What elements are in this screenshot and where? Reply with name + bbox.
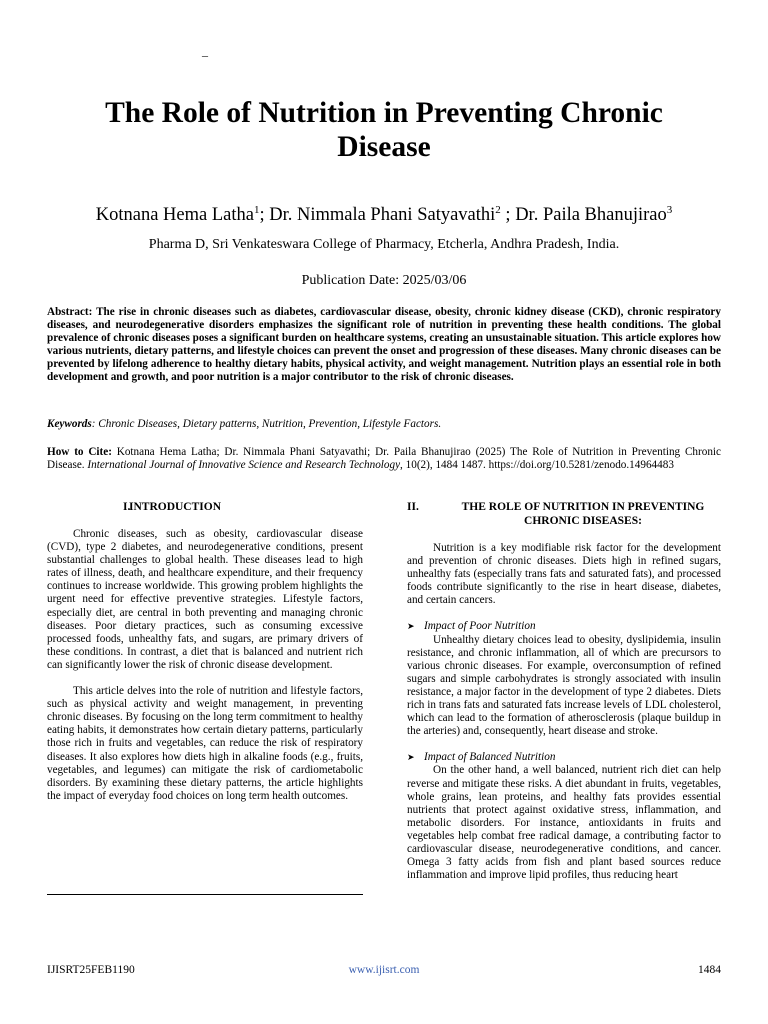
footer-page-number: 1484 — [698, 964, 721, 976]
section-heading-nutrition — [407, 500, 721, 528]
subsection-title: Impact of Balanced Nutrition — [424, 751, 556, 764]
author-name: Dr. Nimmala Phani Satyavathi — [269, 205, 496, 225]
paragraph: On the other hand, a well balanced, nutrient rich diet can help reverse and mitigate these risks. A diet abundant in fruits, vegetables, whole grains, lean proteins, and healthy fats provides essential nutrients that protect against oxidative stress, inflammation, and metabolic disorders. For instance, antioxidants in fruits and vegetables help combat free radical damage, a contributing factor to cardiovascular disease, neurodegenerative conditions, and cancer. Omega 3 fatty acids from fish and plant based sources reduce inflammation and improve lipid profiles, thus reducing heart — [407, 764, 721, 882]
header-mark: _ — [202, 44, 208, 58]
author-list — [40, 198, 728, 227]
author-separator: ; — [259, 205, 270, 225]
section-title: THE ROLE OF NUTRITION IN PREVENTING CHRONIC DISEASES: — [461, 501, 705, 527]
affiliation: Pharma D, Sri Venkateswara College of Pharmacy, Etcherla, Andhra Pradesh, India. — [148, 237, 620, 252]
publication-date: Publication Date: 2025/03/06 — [301, 273, 467, 288]
author-name: Kotnana Hema Latha — [95, 205, 254, 225]
paragraph: Chronic diseases, such as obesity, cardiovascular disease (CVD), type 2 diabetes, and neurodegenerative conditions, present substantial challenges to global health. These diseases lead to high rates of illness, death, and healthcare expenditure, and their frequency continues to increase worldwide. This growing problem highlights the urgent need for effective preventive strategies. Lifestyle factors, especially diet, are central in both preventing and managing chronic diseases. Poor dietary practices, such as consuming excessive processed foods, unhealthy fats, and sugars, are primary drivers of these conditions. In contrast, a diet that is balanced and nutrient rich can significantly lower the risk of chronic disease development. — [47, 528, 363, 671]
subsection-title: Impact of Poor Nutrition — [424, 620, 536, 633]
paragraph: Nutrition is a key modifiable risk factor for the development and prevention of chronic diseases. Diets high in refined sugars, unhealthy fats (especially trans fats and saturated fats), and processed foods contribute significantly to the rise in heart disease, diabetes, and certain cancers. — [407, 542, 721, 607]
section-number: II. — [407, 501, 419, 513]
author-separator: ; — [500, 205, 516, 225]
journal-name: International Journal of Innovative Science and Research Technology — [87, 459, 401, 472]
paragraph: This article delves into the role of nutrition and lifestyle factors, such as physical activity and weight management, in preventing chronic diseases. By focusing on the long term commitment to healthy eating habits, it demonstrates how certain dietary patterns, particularly those rich in fruits and vegetables, can reduce the risk of respiratory diseases. It also explores how diets high in alkaline foods (e.g., fruits, vegetables, and legumes) can mitigate the risk of cardiometabolic disorders. By examining these dietary patterns, the article highlights the impact of everyday food choices on long term health outcomes. — [47, 685, 363, 802]
keywords — [47, 418, 721, 431]
author-name: Dr. Paila Bhanujirao — [515, 205, 667, 225]
section-heading-introduction — [47, 500, 363, 514]
column-divider-rule — [47, 894, 363, 895]
right-column — [407, 500, 721, 882]
section-title: INTRODUCTION — [129, 501, 222, 513]
paper-title: The Role of Nutrition in Preventing Chronic Disease — [105, 97, 663, 163]
author-affiliation-number: 1 — [253, 204, 260, 216]
section-number: I. — [123, 501, 131, 513]
footer-paper-id: IJISRT25FEB1190 — [47, 964, 135, 976]
left-column — [47, 500, 363, 803]
subsection-heading — [407, 620, 721, 633]
paragraph: Unhealthy dietary choices lead to obesity, dyslipidemia, insulin resistance, and chronic inflammation, all of which are precursors to various chronic diseases. For example, overconsumption of refined sugars and simple carbohydrates is strongly associated with insulin resistance, a major factor in the development of type 2 diabetes. Diets rich in trans fats and saturated fats increase levels of LDL cholesterol, which can lead to the formation of atherosclerosis (plaque buildup in the arteries) and, consequently, heart disease and stroke. — [407, 633, 721, 738]
subsection-heading — [407, 751, 721, 764]
citation-details: , 10(2), 1484 1487. https://doi.org/10.5281/zenodo.14964483 — [400, 459, 674, 472]
how-to-cite — [47, 446, 721, 472]
how-to-cite-label: How to Cite: — [47, 446, 112, 458]
abstract — [47, 306, 721, 385]
citation-text: Kotnana Hema Latha; Dr. Nimmala Phani Satyavathi; Dr. Paila Bhanujirao (2025) The Role of Nutrition in Preventing Chronic Disease. — [47, 446, 721, 472]
author-affiliation-number: 3 — [666, 204, 673, 216]
abstract-text: The rise in chronic diseases such as diabetes, cardiovascular disease, obesity, chronic kidney disease (CKD), chronic respiratory diseases, and neurodegenerative disorders emphasizes the significant role of nutrition in preventing these health conditions. The global prevalence of chronic diseases poses a significant burden on healthcare systems, creating an unsustainable situation. This article explores how various nutrients, dietary patterns, and lifestyle choices can prevent the onset and progression of these diseases. Many chronic diseases can be prevented by lifelong adherence to healthy dietary habits, physical activity, and weight management. Nutrition plays an essential role in both development and growth, and poor nutrition is a major contributor to the risk of chronic diseases. — [47, 306, 721, 384]
arrow-bullet-icon: ➤ — [407, 621, 415, 632]
abstract-label: Abstract: — [47, 306, 93, 318]
footer-website-link[interactable]: www.ijisrt.com — [348, 964, 420, 976]
author-affiliation-number: 2 — [495, 204, 501, 216]
arrow-bullet-icon: ➤ — [407, 752, 415, 763]
keywords-label: Keywords — [47, 418, 92, 430]
keywords-text: : Chronic Diseases, Dietary patterns, Nutrition, Prevention, Lifestyle Factors. — [91, 418, 442, 430]
